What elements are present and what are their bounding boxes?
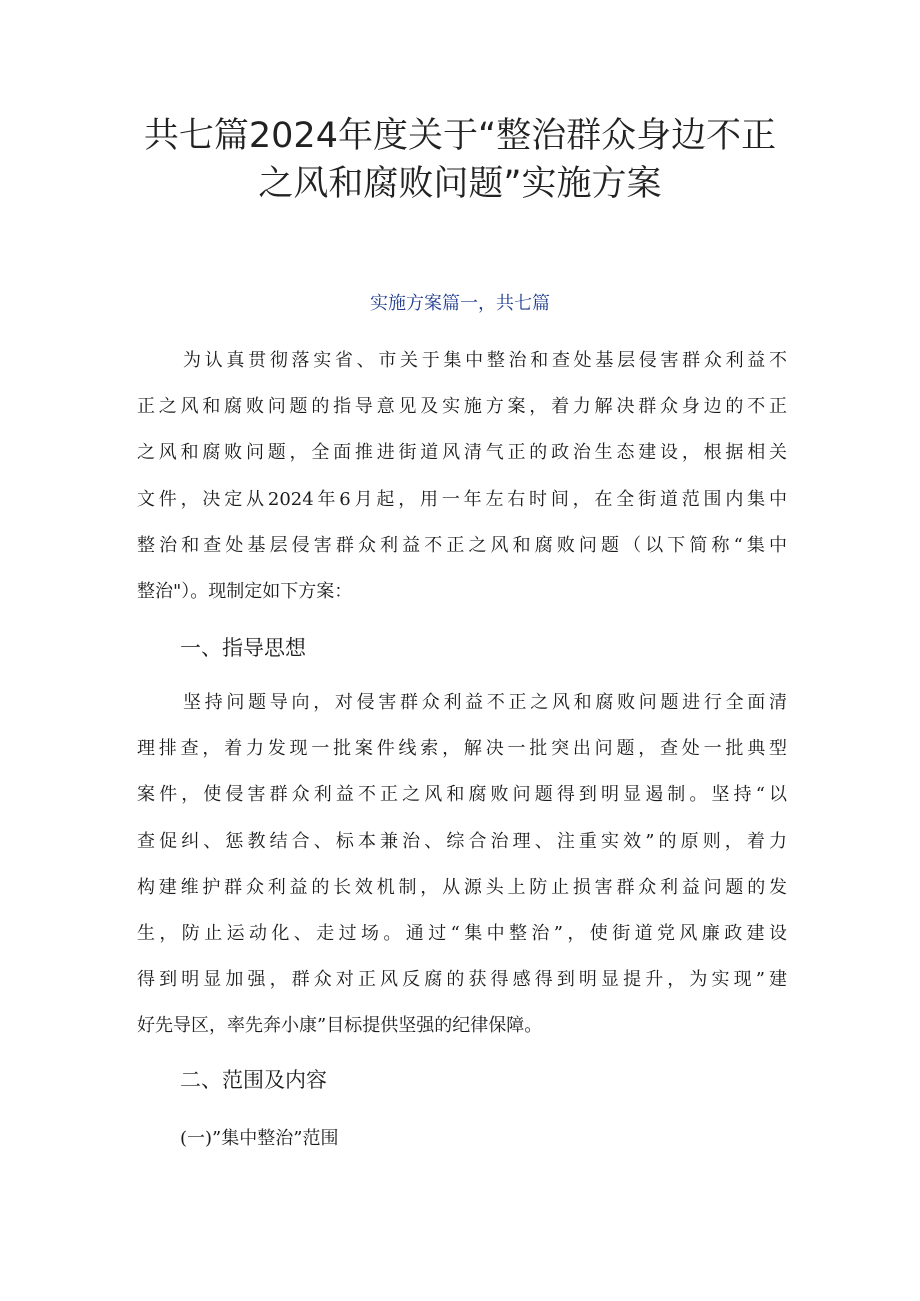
paragraph-line: 理排查，着力发现一批案件线索，解决一批突出问题，查处一批典型 [137, 738, 787, 760]
intro-line: 之风和腐败问题，全面推进街道风清气正的政治生态建设，根据相关 [137, 442, 787, 464]
paragraph-line: 得到明显加强，群众对正风反腐的获得感得到明显提升，为实现”建 [137, 969, 787, 991]
intro-line: 文件，决定从2024年6月起，用一年左右时间，在全街道范围内集中 [137, 488, 787, 510]
subsection-heading-scope: (一)”集中整治”范围 [180, 1128, 339, 1149]
document-title-line-2: 之风和腐败问题”实施方案 [258, 164, 662, 204]
paragraph-line: 查促纠、惩教结合、标本兼治、综合治理、注重实效”的原则，着力 [137, 830, 787, 852]
intro-line: 正之风和腐败问题的指导意见及实施方案，着力解决群众身边的不正 [137, 396, 787, 418]
intro-line: 整治"）。现制定如下方案： [137, 580, 353, 602]
guiding-ideology-paragraph [137, 680, 787, 1050]
paragraph-line: 构建维护群众利益的长效机制，从源头上防止损害群众利益问题的发 [137, 876, 787, 898]
intro-line: 整治和查处基层侵害群众利益不正之风和腐败问题（以下简称“集中 [137, 534, 787, 556]
document-title-line-1: 共七篇2024年度关于“整治群众身边不正 [143, 116, 777, 156]
paragraph-line: 案件，使侵害群众利益不正之风和腐败问题得到明显遏制。坚持“以 [137, 784, 787, 806]
intro-line: 为认真贯彻落实省、市关于集中整治和查处基层侵害群众利益不 [183, 350, 787, 371]
section-heading-guiding-ideology: 一、指导思想 [180, 636, 306, 660]
section-heading-scope-and-content: 二、范围及内容 [180, 1068, 327, 1092]
intro-paragraph [137, 338, 787, 615]
document-subtitle: 实施方案篇一，共七篇 [370, 293, 550, 314]
paragraph-line: 坚持问题导向，对侵害群众利益不正之风和腐败问题进行全面清 [183, 692, 787, 713]
paragraph-line: 生，防止运动化、走过场。通过“集中整治”，使街道党风廉政建设 [137, 922, 787, 944]
paragraph-line: 好先导区，率先奔小康”目标提供坚强的纪律保障。 [137, 1015, 543, 1037]
